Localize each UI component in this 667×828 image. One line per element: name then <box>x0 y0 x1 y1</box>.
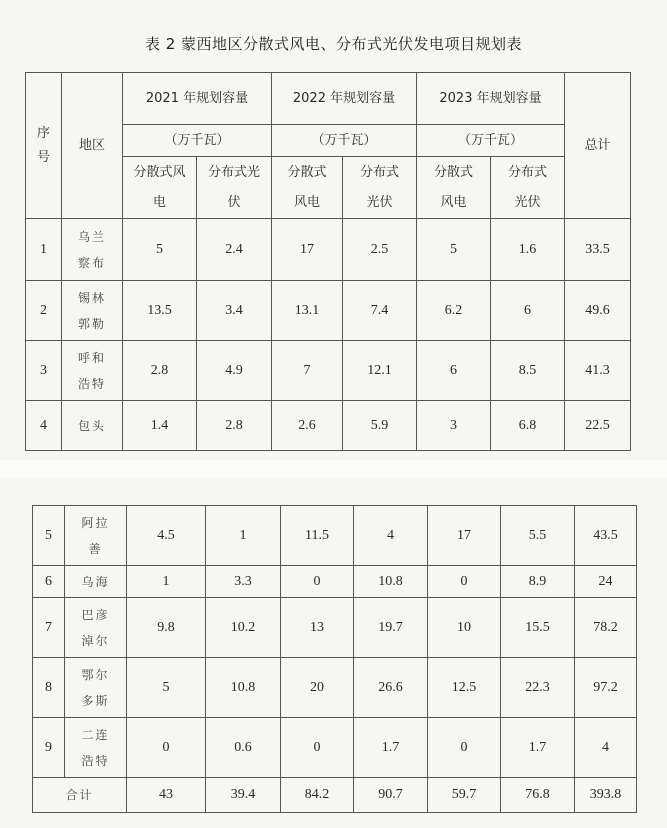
row-value: 13.1 <box>272 281 343 341</box>
header-year-2023: 2023 年规划容量 <box>417 73 565 125</box>
row-value: 1.6 <box>491 219 565 281</box>
row-value: 17 <box>272 219 343 281</box>
row-value: 6.8 <box>491 401 565 451</box>
row-value: 4.5 <box>127 506 206 566</box>
header-wind: 分散式 风电 <box>417 157 491 219</box>
row-value: 2.8 <box>123 341 197 401</box>
row-seq: 5 <box>33 506 65 566</box>
row-seq: 3 <box>26 341 62 401</box>
row-value: 0 <box>428 718 501 778</box>
row-value: 6.2 <box>417 281 491 341</box>
header-wind: 分散式 风电 <box>272 157 343 219</box>
row-value: 10.8 <box>354 566 428 598</box>
row-value: 2.4 <box>197 219 272 281</box>
row-value: 15.5 <box>501 598 575 658</box>
sum-total: 393.8 <box>575 778 637 813</box>
row-value: 4.9 <box>197 341 272 401</box>
header-unit: （万千瓦） <box>272 125 417 157</box>
row-region: 鄂尔 多斯 <box>65 658 127 718</box>
row-seq: 6 <box>33 566 65 598</box>
header-year-2022: 2022 年规划容量 <box>272 73 417 125</box>
row-total: 22.5 <box>565 401 631 451</box>
row-value: 10.8 <box>206 658 281 718</box>
row-region: 二连 浩特 <box>65 718 127 778</box>
row-region: 呼和 浩特 <box>62 341 123 401</box>
table-row <box>26 219 631 281</box>
header-solar: 分布式 光伏 <box>343 157 417 219</box>
table-row <box>26 401 631 451</box>
row-value: 19.7 <box>354 598 428 658</box>
sum-value: 43 <box>127 778 206 813</box>
table-row <box>26 341 631 401</box>
sum-value: 39.4 <box>206 778 281 813</box>
row-value: 4 <box>354 506 428 566</box>
row-value: 11.5 <box>281 506 354 566</box>
row-value: 2.6 <box>272 401 343 451</box>
row-value: 3 <box>417 401 491 451</box>
row-seq: 8 <box>33 658 65 718</box>
table-row <box>26 281 631 341</box>
planning-table-part-2 <box>32 505 637 813</box>
planning-table-part-1 <box>25 72 631 451</box>
row-seq: 7 <box>33 598 65 658</box>
header-total: 总计 <box>565 73 631 219</box>
row-value: 7 <box>272 341 343 401</box>
header-region: 地区 <box>62 73 123 219</box>
row-value: 1.4 <box>123 401 197 451</box>
table-row <box>33 658 637 718</box>
row-value: 13 <box>281 598 354 658</box>
row-value: 1 <box>206 506 281 566</box>
header-year-2021: 2021 年规划容量 <box>123 73 272 125</box>
row-total: 43.5 <box>575 506 637 566</box>
header-solar: 分布式 光伏 <box>491 157 565 219</box>
row-region: 巴彦 淖尔 <box>65 598 127 658</box>
row-value: 2.8 <box>197 401 272 451</box>
row-total: 33.5 <box>565 219 631 281</box>
row-value: 5.5 <box>501 506 575 566</box>
row-value: 6 <box>491 281 565 341</box>
row-total: 97.2 <box>575 658 637 718</box>
row-value: 9.8 <box>127 598 206 658</box>
row-value: 0 <box>281 718 354 778</box>
row-seq: 2 <box>26 281 62 341</box>
row-region: 包头 <box>62 401 123 451</box>
header-solar: 分布式光 伏 <box>197 157 272 219</box>
row-value: 8.5 <box>491 341 565 401</box>
row-region: 乌兰 察布 <box>62 219 123 281</box>
row-total: 4 <box>575 718 637 778</box>
row-value: 5 <box>127 658 206 718</box>
table-title: 表 2 蒙西地区分散式风电、分布式光伏发电项目规划表 <box>144 35 523 53</box>
sum-value: 90.7 <box>354 778 428 813</box>
row-seq: 9 <box>33 718 65 778</box>
row-value: 12.1 <box>343 341 417 401</box>
header-unit: （万千瓦） <box>417 125 565 157</box>
row-value: 0.6 <box>206 718 281 778</box>
row-total: 49.6 <box>565 281 631 341</box>
row-value: 10 <box>428 598 501 658</box>
row-value: 3.3 <box>206 566 281 598</box>
sum-value: 84.2 <box>281 778 354 813</box>
table-row <box>33 718 637 778</box>
row-region: 锡林 郭勒 <box>62 281 123 341</box>
row-seq: 1 <box>26 219 62 281</box>
row-total: 41.3 <box>565 341 631 401</box>
row-value: 0 <box>281 566 354 598</box>
row-value: 8.9 <box>501 566 575 598</box>
table-row <box>33 598 637 658</box>
row-value: 17 <box>428 506 501 566</box>
header-unit: （万千瓦） <box>123 125 272 157</box>
row-value: 5 <box>417 219 491 281</box>
row-value: 20 <box>281 658 354 718</box>
row-value: 0 <box>127 718 206 778</box>
sum-value: 76.8 <box>501 778 575 813</box>
row-value: 10.2 <box>206 598 281 658</box>
row-value: 12.5 <box>428 658 501 718</box>
row-value: 13.5 <box>123 281 197 341</box>
row-region: 乌海 <box>65 566 127 598</box>
row-value: 3.4 <box>197 281 272 341</box>
row-value: 1.7 <box>501 718 575 778</box>
row-seq: 4 <box>26 401 62 451</box>
row-value: 2.5 <box>343 219 417 281</box>
table-row <box>33 566 637 598</box>
row-value: 22.3 <box>501 658 575 718</box>
sum-value: 59.7 <box>428 778 501 813</box>
sum-label: 合计 <box>33 778 127 813</box>
row-value: 5 <box>123 219 197 281</box>
row-value: 1.7 <box>354 718 428 778</box>
row-value: 5.9 <box>343 401 417 451</box>
row-value: 7.4 <box>343 281 417 341</box>
row-total: 24 <box>575 566 637 598</box>
row-region: 阿拉 善 <box>65 506 127 566</box>
row-value: 6 <box>417 341 491 401</box>
page-break <box>0 460 667 478</box>
row-value: 1 <box>127 566 206 598</box>
table-row <box>33 506 637 566</box>
row-total: 78.2 <box>575 598 637 658</box>
table-row-sum <box>33 778 637 813</box>
row-value: 26.6 <box>354 658 428 718</box>
row-value: 0 <box>428 566 501 598</box>
header-wind: 分散式风 电 <box>123 157 197 219</box>
header-seq: 序 号 <box>26 73 62 219</box>
